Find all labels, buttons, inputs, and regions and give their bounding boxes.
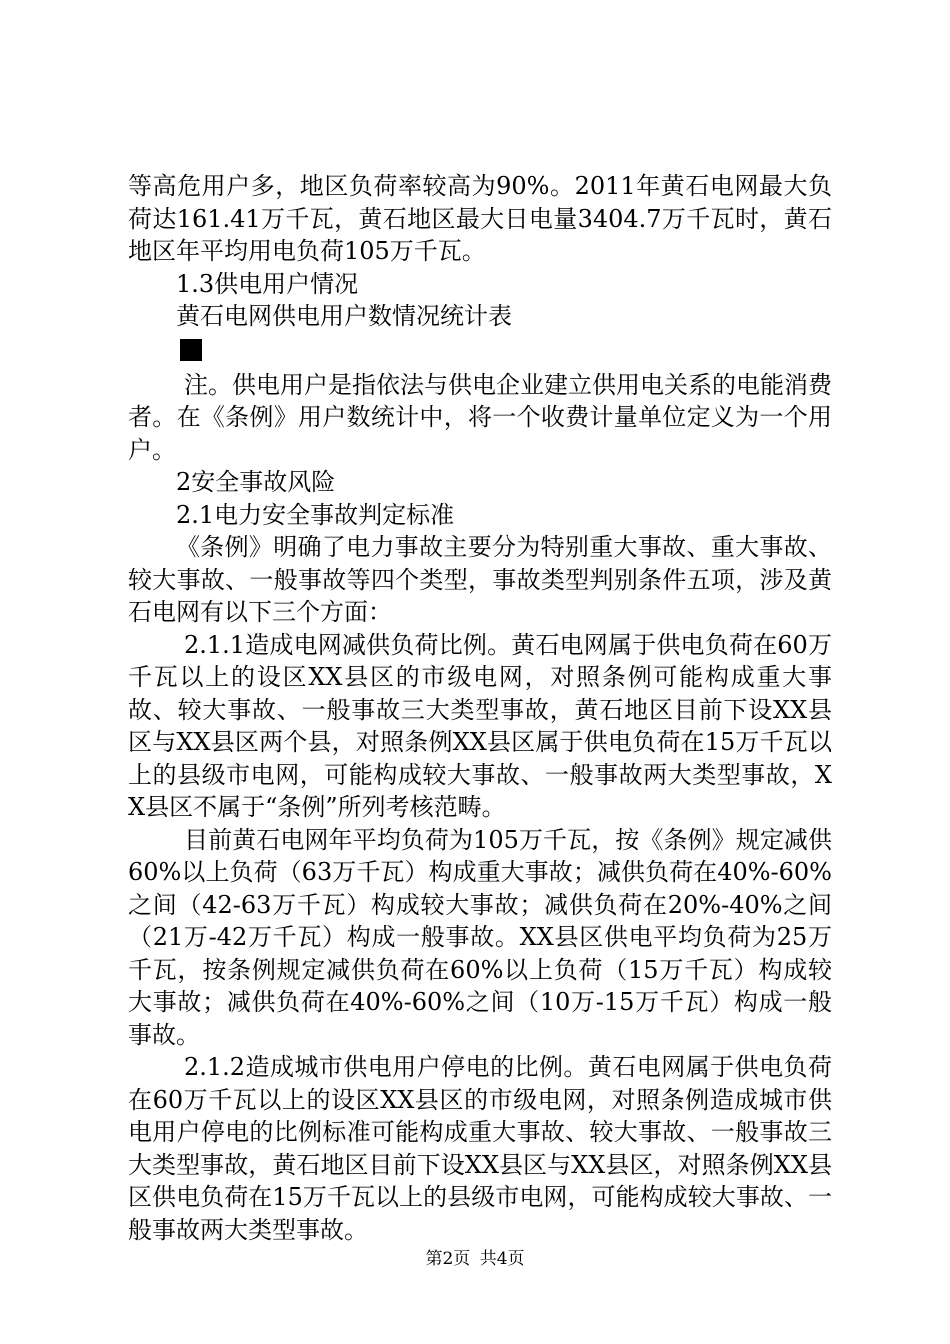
heading-2-1: 2.1电力安全事故判定标准 [176, 500, 455, 529]
table-caption: 黄石电网供电用户数情况统计表 [176, 302, 512, 330]
paragraph-note: 注。供电用户是指依法与供电企业建立供用电关系的电能消费者。在《条例》用户数统计中，将一个收费计量单位定义为一个用户。 [128, 370, 832, 464]
heading-1-3: 1.3供电用户情况 [176, 269, 359, 298]
image-placeholder-icon [180, 339, 202, 361]
paragraph-2-1-2: 2.1.2造成城市供电用户停电的比例。黄石电网属于供电负荷在60万千瓦以上的设区XX县区的市级电网，对照条例造成城市供电用户停电的比例标准可能构成重大事故、较大事故、一般事故三大类型事故，黄石地区目前下设XX县区与XX县区，对照条例XX县区供电负荷在15万千瓦以上的县级市电网，可能构成较大事故、一般事故两大类型事故。 [128, 1053, 832, 1244]
paragraph-current-load: 目前黄石电网年平均负荷为105万千瓦，按《条例》规定减供60%以上负荷（63万千瓦）构成重大事故；减供负荷在40%-60%之间（42-63万千瓦）构成较大事故；减供负荷在20%-40%之间（21万-42万千瓦）构成一般事故。XX县区供电平均负荷为25万千瓦，按条例规定减供负荷在60%以上负荷（15万千瓦）构成较大事故；减供负荷在40%-60%之间（10万-15万千瓦）构成一般事故。 [128, 825, 832, 1049]
document-body [128, 170, 832, 1246]
heading-2: 2安全事故风险 [176, 468, 336, 496]
paragraph-2-1: 《条例》明确了电力事故主要分为特别重大事故、重大事故、较大事故、一般事故等四个类型，事故类型判别条件五项，涉及黄石电网有以下三个方面： [128, 533, 832, 626]
paragraph-load-rate: 等高危用户多，地区负荷率较高为90%。2011年黄石电网最大负荷达161.41万千瓦，黄石地区最大日电量3404.7万千瓦时，黄石地区年平均用电负荷105万千瓦。 [128, 172, 832, 265]
paragraph-2-1-1: 2.1.1造成电网减供负荷比例。黄石电网属于供电负荷在60万千瓦以上的设区XX县区的市级电网，对照条例可能构成重大事故、较大事故、一般事故三大类型事故，黄石地区目前下设XX县区与XX县区两个县，对照条例XX县区属于供电负荷在15万千瓦以上的县级市电网，可能构成较大事故、一般事故两大类型事故，XX县区不属于“条例”所列考核范畴。 [128, 630, 832, 821]
page-footer: 第2页 共4页 [425, 1249, 525, 1269]
